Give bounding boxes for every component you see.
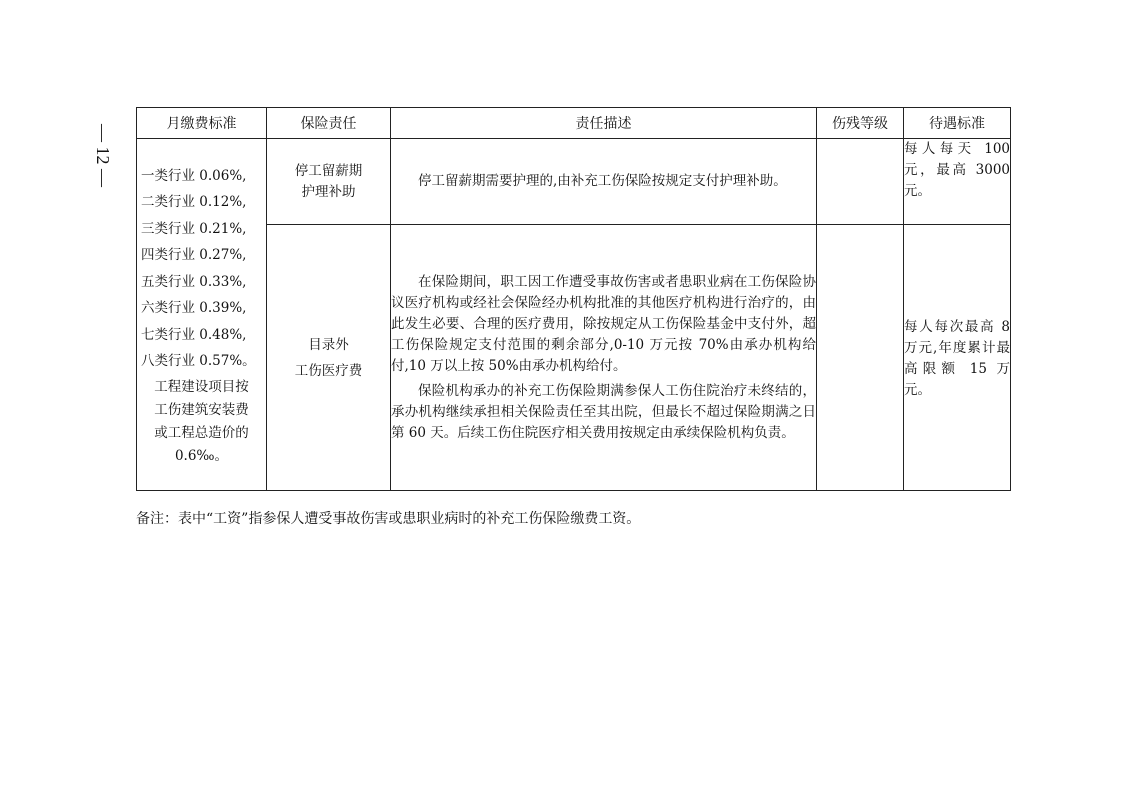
liability-name-line: 护理补助: [301, 183, 356, 200]
disability-grade-cell: [817, 225, 904, 491]
liability-name-line: 工伤医疗费: [294, 362, 363, 379]
table-row: [137, 225, 1011, 491]
benefit-standard-cell: 每人每天 100 元，最高 3000 元。: [904, 139, 1011, 225]
header-fee-standard: 月缴费标准: [137, 108, 267, 139]
header-benefit-standard: 待遇标准: [904, 108, 1011, 139]
industry-rate: 五类行业 0.33%,: [141, 273, 247, 290]
description-cell: [391, 139, 817, 225]
header-liability: 保险责任: [267, 108, 391, 139]
table-footnote: 备注：表中“工资”指参保人遭受事故伤害或患职业病时的补充工伤保险缴费工资。: [136, 511, 641, 527]
fee-standard-cell: [137, 139, 267, 491]
description-cell: [391, 225, 817, 491]
table-header-row: [137, 108, 1011, 139]
industry-rate: 八类行业 0.57%。: [141, 353, 256, 369]
liability-cell: [267, 225, 391, 491]
header-description: 责任描述: [391, 108, 817, 139]
liability-name-line: 目录外: [308, 336, 349, 353]
engineering-rate-line: 或工程总造价的: [154, 424, 249, 441]
industry-rate: 四类行业 0.27%,: [141, 247, 247, 263]
page-number: — 12 —: [93, 123, 113, 187]
table-row: [137, 139, 1011, 225]
description-paragraph: 保险机构承办的补充工伤保险期满参保人工伤住院治疗未终结的，承办机构继续承担相关保险责任至其出院，但最长不超过保险期满之日第 60 天。后续工伤住院医疗相关费用按规定由承续保险机构负责。: [391, 382, 816, 441]
engineering-rate-line: 工伤建筑安装费: [154, 401, 249, 418]
liability-cell: [267, 139, 391, 225]
industry-rate: 一类行业 0.06%,: [141, 167, 247, 184]
benefit-standard-cell: 每人每次最高 8 万元,年度累计最高限额 15 万元。: [904, 225, 1011, 491]
header-disability-grade: 伤残等级: [817, 108, 904, 139]
industry-rate: 七类行业 0.48%,: [141, 326, 247, 343]
description-paragraph: 在保险期间，职工因工作遭受事故伤害或者患职业病在工伤保险协议医疗机构或经社会保险经办机构批准的其他医疗机构进行治疗的，由此发生必要、合理的医疗费用，除按规定从工伤保险基金中支付外，超工伤保险规定支付范围的剩余部分,0-10 万元按 70%由承办机构给付,10 万以上按 50%由承办机构给付。: [391, 273, 816, 374]
industry-rate: 六类行业 0.39%,: [141, 300, 247, 316]
insurance-table: [136, 107, 1011, 491]
engineering-rate-line: 工程建设项目按: [154, 378, 249, 395]
liability-name-line: 停工留薪期: [294, 162, 363, 179]
engineering-rate-line: 0.6‰。: [174, 447, 229, 464]
description-paragraph: 停工留薪期需要护理的,由补充工伤保险按规定支付护理补助。: [418, 173, 787, 189]
industry-rate: 二类行业 0.12%,: [141, 194, 247, 210]
industry-rate: 三类行业 0.21%,: [141, 220, 247, 237]
disability-grade-cell: [817, 139, 904, 225]
